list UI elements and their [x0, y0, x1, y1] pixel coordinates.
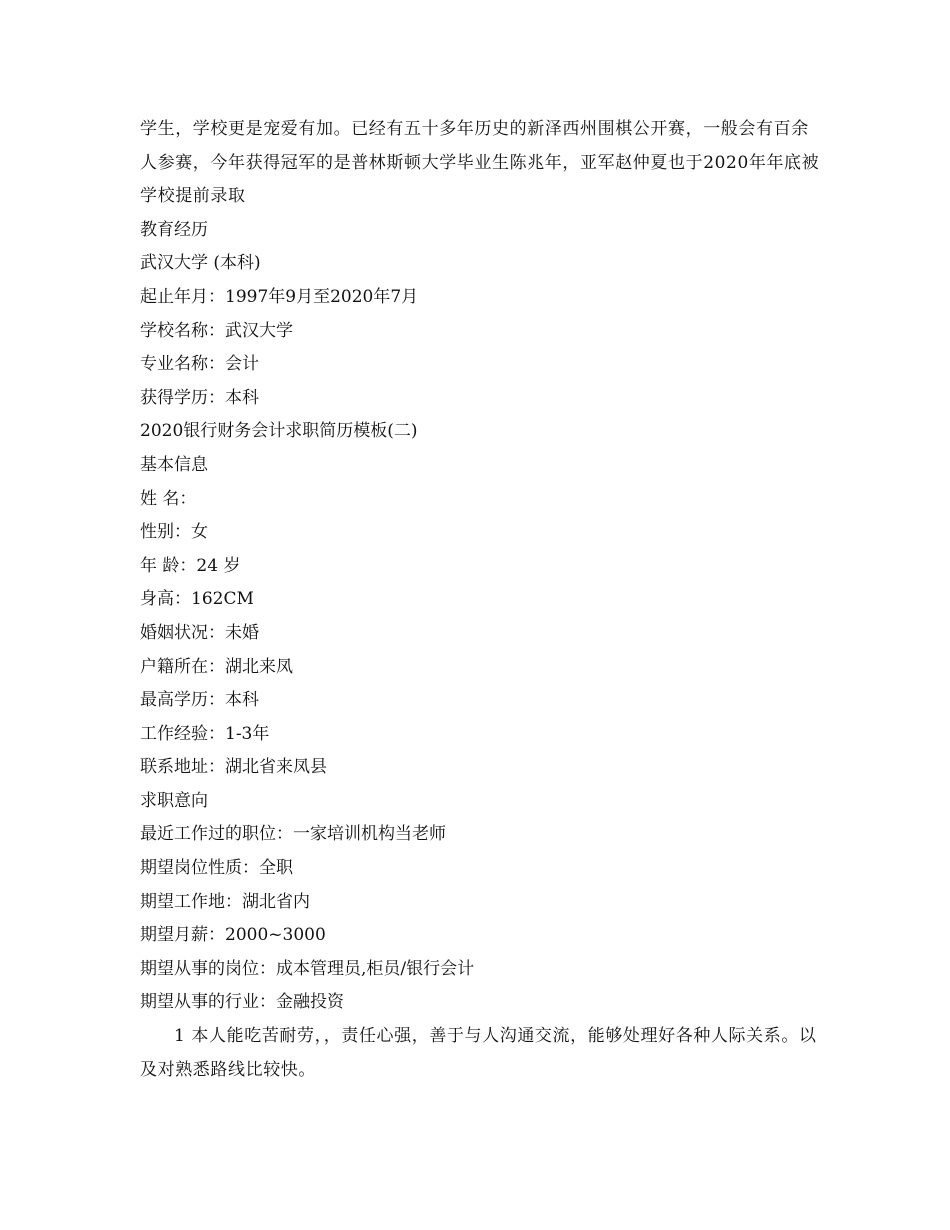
document-body [140, 113, 820, 1087]
field-gender: 性别：女 [140, 522, 208, 543]
school-entry: 武汉大学 (本科) [140, 253, 261, 274]
section-heading-education: 教育经历 [140, 219, 208, 240]
degree-obtained: 获得学历：本科 [140, 387, 259, 408]
field-work-experience: 工作经验：1-3年 [140, 723, 270, 744]
major-name: 专业名称：会计 [140, 354, 259, 375]
field-age: 年 龄：24 岁 [140, 555, 241, 576]
field-recent-position: 最近工作过的职位：一家培训机构当老师 [140, 824, 446, 845]
section-heading-job-intention: 求职意向 [140, 790, 208, 811]
intro-paragraph: 学生，学校更是宠爱有加。已经有五十多年历史的新泽西州围棋公开赛，一般会有百余人参赛，今年获得冠军的是普林斯顿大学毕业生陈兆年，亚军赵仲夏也于2020年年底被学校提前录取 [140, 119, 820, 207]
field-expected-industry: 期望从事的行业：金融投资 [140, 992, 344, 1013]
field-contact-address: 联系地址：湖北省来凤县 [140, 757, 327, 778]
field-expected-salary: 期望月薪：2000~3000 [140, 925, 326, 946]
template-title: 2020银行财务会计求职简历模板(二) [140, 421, 418, 442]
field-work-location: 期望工作地：湖北省内 [140, 891, 310, 912]
section-heading-basic-info: 基本信息 [140, 454, 208, 475]
field-job-type: 期望岗位性质：全职 [140, 858, 293, 879]
study-period: 起止年月：1997年9月至2020年7月 [140, 286, 419, 307]
field-name: 姓 名： [140, 488, 197, 509]
field-expected-position: 期望从事的岗位：成本管理员,柜员/银行会计 [140, 958, 475, 979]
closing-paragraph: 1 本人能吃苦耐劳，，责任心强，善于与人沟通交流，能够处理好各种人际关系。以及对熟悉路线比较快。 [140, 1026, 817, 1080]
field-marital-status: 婚姻状况：未婚 [140, 622, 259, 643]
school-name: 学校名称：武汉大学 [140, 320, 293, 341]
field-height: 身高：162CM [140, 589, 254, 610]
field-highest-education: 最高学历：本科 [140, 690, 259, 711]
field-household-registration: 户籍所在：湖北来凤 [140, 656, 293, 677]
